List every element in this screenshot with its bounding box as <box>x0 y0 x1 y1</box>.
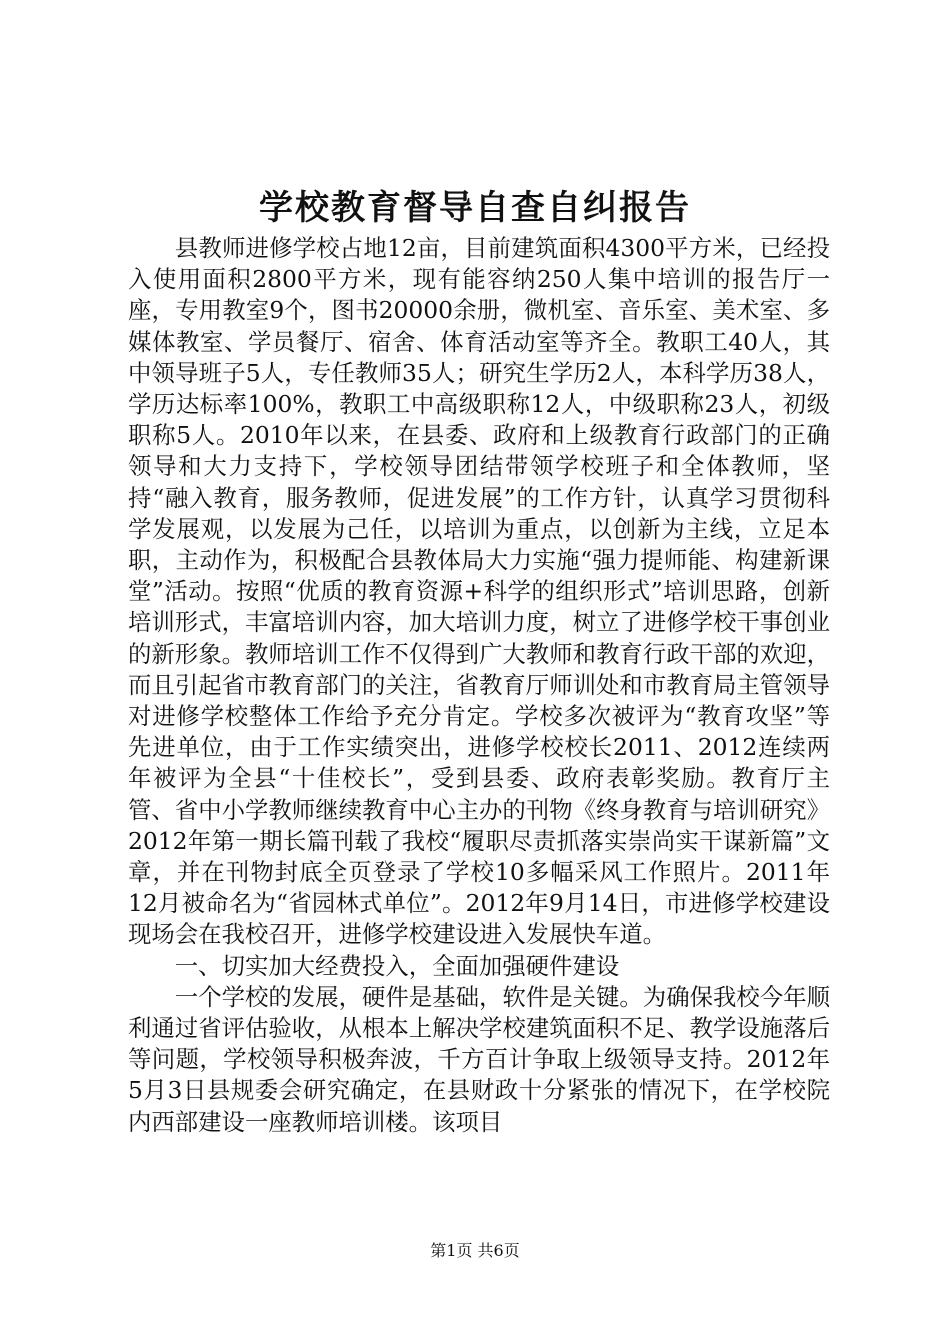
document-body <box>128 233 830 1138</box>
page-footer: 第1页 共6页 <box>430 1241 520 1260</box>
document-title: 学校教育督导自查自纠报告 <box>259 188 691 228</box>
intro-paragraph: 县教师进修学校占地12亩，目前建筑面积4300平方米，已经投入使用面积2800平方米，现有能容纳250人集中培训的报告厅一座，专用教室9个，图书20000余册，微机室、音乐室、美术室、多媒体教室、学员餐厅、宿舍、体育活动室等齐全。教职工40人，其中领导班子5人，专任教师35人；研究生学历2人，本科学历38人，学历达标率100%，教职工中高级职称12人，中级职称23人，初级职称5人。2010年以来，在县委、政府和上级教育行政部门的正确领导和大力支持下，学校领导团结带领学校班子和全体教师，坚持“融入教育，服务教师，促进发展”的工作方针，认真学习贯彻科学发展观，以发展为己任，以培训为重点，以创新为主线，立足本职，主动作为，积极配合县教体局大力实施“强力提师能、构建新课堂”活动。按照“优质的教育资源+科学的组织形式”培训思路，创新培训形式，丰富培训内容，加大培训力度，树立了进修学校干事创业的新形象。教师培训工作不仅得到广大教师和教育行政干部的欢迎，而且引起省市教育部门的关注，省教育厅师训处和市教育局主管领导对进修学校整体工作给予充分肯定。学校多次被评为“教育攻坚”等先进单位，由于工作实绩突出，进修学校校长2011、2012连续两年被评为全县“十佳校长”，受到县委、政府表彰奖励。教育厅主管、省中小学教师继续教育中心主办的刊物《终身教育与培训研究》2012年第一期长篇刊载了我校“履职尽责抓落实崇尚实干谋新篇”文章，并在刊物封底全页登录了学校10多幅采风工作照片。2011年12月被命名为“省园林式单位”。2012年9月14日，市进修学校建设现场会在我校召开，进修学校建设进入发展快车道。 <box>128 234 830 949</box>
section-heading: 一、切实加大经费投入，全面加强硬件建设 <box>174 951 620 980</box>
section-paragraph: 一个学校的发展，硬件是基础，软件是关键。为确保我校今年顺利通过省评估验收，从根本上解决学校建筑面积不足、教学设施落后等问题，学校领导积极奔波，千方百计争取上级领导支持。2012年5月3日县规委会研究确定，在县财政十分紧张的情况下，在学校院内西部建设一座教师培训楼。该项目 <box>128 982 830 1136</box>
